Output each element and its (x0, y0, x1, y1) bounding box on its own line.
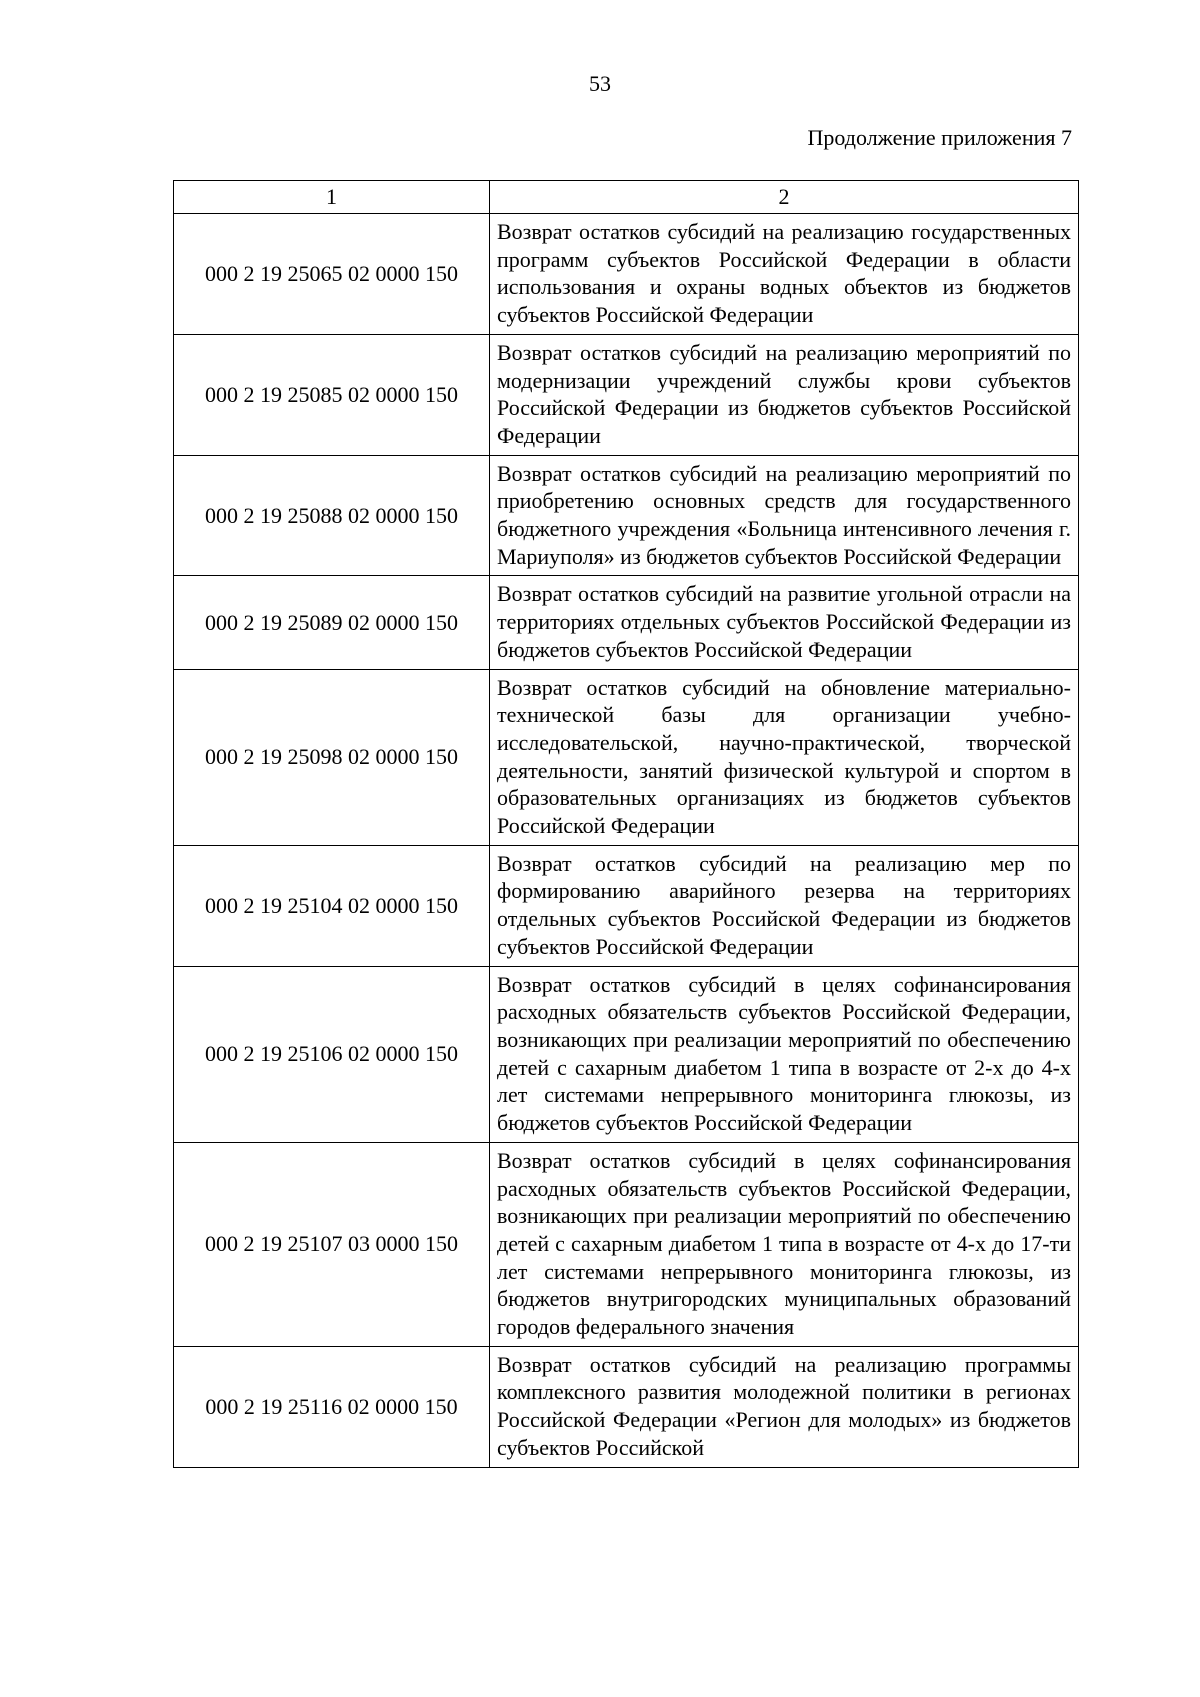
column-header-2: 2 (490, 181, 1079, 214)
table-row (174, 1142, 1079, 1346)
description-cell: Возврат остатков субсидий на реализацию мер по формированию аварийного резерва на территориях отдельных субъектов Российской Федерации из бюджетов субъектов Российской Федерации (490, 845, 1079, 966)
description-cell: Возврат остатков субсидий на реализацию мероприятий по приобретению основных средств для государственного бюджетного учреждения «Больница интенсивного лечения г. Мариуполя» из бюджетов субъектов Российской Федерации (490, 455, 1079, 576)
table-row (174, 1346, 1079, 1467)
description-cell: Возврат остатков субсидий на реализацию государственных программ субъектов Российской Федерации в области использования и охраны водных объектов из бюджетов субъектов Российской Федерации (490, 214, 1079, 335)
budget-code-cell: 000 2 19 25098 02 0000 150 (174, 669, 490, 845)
budget-code-cell: 000 2 19 25107 03 0000 150 (174, 1142, 490, 1346)
table-row (174, 214, 1079, 335)
table-row (174, 845, 1079, 966)
budget-code-cell: 000 2 19 25089 02 0000 150 (174, 576, 490, 669)
description-cell: Возврат остатков субсидий на обновление материально-технической базы для организации учебно-исследовательской, научно-практической, творческой деятельности, занятий физической культурой и спортом в образовательных организациях из бюджетов субъектов Российской Федерации (490, 669, 1079, 845)
budget-code-cell: 000 2 19 25085 02 0000 150 (174, 334, 490, 455)
budget-code-cell: 000 2 19 25104 02 0000 150 (174, 845, 490, 966)
description-cell: Возврат остатков субсидий на развитие угольной отрасли на территориях отдельных субъектов Российской Федерации из бюджетов субъектов Российской Федерации (490, 576, 1079, 669)
table-row (174, 334, 1079, 455)
column-header-1: 1 (174, 181, 490, 214)
table-row (174, 576, 1079, 669)
table-body (174, 214, 1079, 1468)
budget-code-cell: 000 2 19 25065 02 0000 150 (174, 214, 490, 335)
description-cell: Возврат остатков субсидий в целях софинансирования расходных обязательств субъектов Российской Федерации, возникающих при реализации мероприятий по обеспечению детей с сахарным диабетом 1 типа в возрасте от 2-х до 4-х лет системами непрерывного мониторинга глюкозы, из бюджетов субъектов Российской Федерации (490, 966, 1079, 1142)
continuation-label: Продолжение приложения 7 (807, 125, 1072, 150)
budget-code-cell: 000 2 19 25088 02 0000 150 (174, 455, 490, 576)
description-cell: Возврат остатков субсидий на реализацию мероприятий по модернизации учреждений службы крови субъектов Российской Федерации из бюджетов субъектов Российской Федерации (490, 334, 1079, 455)
budget-code-cell: 000 2 19 25106 02 0000 150 (174, 966, 490, 1142)
description-cell: Возврат остатков субсидий на реализацию программы комплексного развития молодежной политики в регионах Российской Федерации «Регион для молодых» из бюджетов субъектов Российской (490, 1346, 1079, 1467)
budget-codes-table (173, 180, 1079, 1468)
table-row (174, 455, 1079, 576)
page-number: 53 (589, 71, 611, 96)
header-row (174, 181, 1079, 214)
budget-code-cell: 000 2 19 25116 02 0000 150 (174, 1346, 490, 1467)
table-row (174, 669, 1079, 845)
table-row (174, 966, 1079, 1142)
description-cell: Возврат остатков субсидий в целях софинансирования расходных обязательств субъектов Российской Федерации, возникающих при реализации мероприятий по обеспечению детей с сахарным диабетом 1 типа в возрасте от 4-х до 17-ти лет системами непрерывного мониторинга глюкозы, из бюджетов внутригородских муниципальных образований городов федерального значения (490, 1142, 1079, 1346)
table-header (174, 181, 1079, 214)
